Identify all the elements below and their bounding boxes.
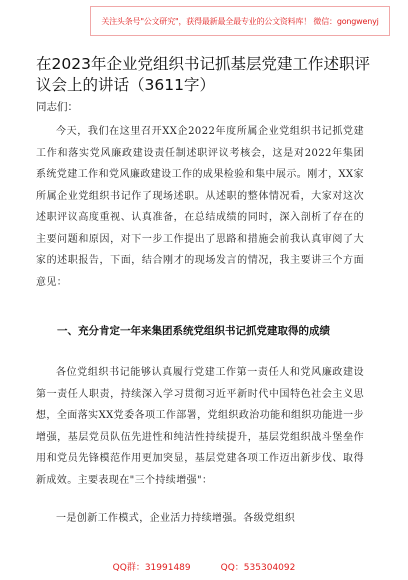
paragraph-first-point: 一是创新工作模式，企业活力持续增强。各级党组织	[56, 513, 296, 524]
paragraph-achievements: 各位党组织书记能够认真履行党建工作第一责任人和党风廉政建设第一责任人职责，持续深入学习贯彻习近平新时代中国特色社会主义思想，全面落实XX党委各项工作部署，党组织政治功能和组织功能进一步增强，基层党员队伍先进性和纯洁性持续提升，基层党组织战斗堡垒作用和党员先锋模范作用更加突显，基层党建各项工作迈出新步伐、取得新成效。主要表现在"三个持续增强"：	[36, 367, 364, 486]
document-title: 在2023年企业党组织书记抓基层党建工作述职评议会上的讲话（3611字）	[36, 55, 370, 94]
salutation: 同志们：	[36, 101, 78, 113]
contact-banner	[0, 556, 408, 576]
qq-text: QQ：535304092	[220, 562, 296, 573]
promo-banner-text: 关注头条号"公文研究"，获得最新最全最专业的公文资料库！ 微信：gongwenyj	[101, 16, 379, 26]
paragraph-intro: 今天，我们在这里召开XX企2022年度所属企业党组织书记抓党建工作和落实党风廉政建设责任制述职评议考核会，这是对2022年集团系统党建工作和党风廉政建设工作的成果检验和集中展示。刚才，XX家所属企业党组织书记作了现场述职。从述职的整体情况看，大家对这次述职评议高度重视、认真准备，在总结成绩的同时，深入剖析了存在的主要问题和原因，对下一步工作提出了思路和措施会前我认真审阅了大家的述职报告，下面，结合刚才的现场发言的情况，我主要讲三个方面意见：	[36, 126, 364, 288]
section-heading: 一、充分肯定一年来集团系统党组织书记抓党建取得的成绩	[57, 325, 330, 337]
qq-group-text: QQ群：31991489	[112, 562, 191, 573]
promo-banner	[90, 6, 390, 36]
